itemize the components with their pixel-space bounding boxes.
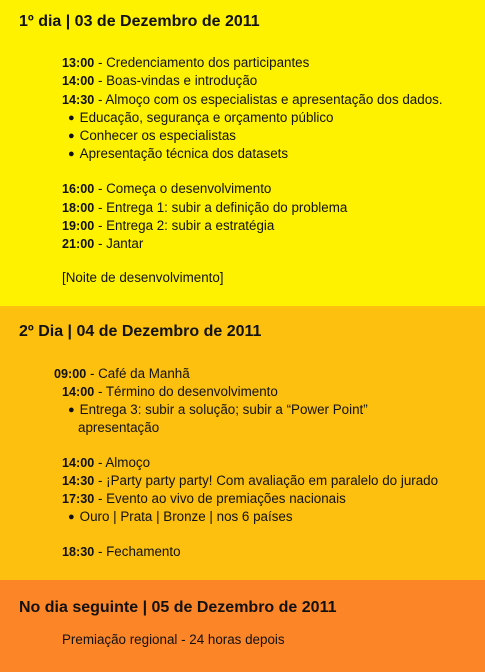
- agenda-text: - ¡Party party party! Com avaliação em paralelo do jurado: [94, 473, 439, 488]
- agenda-text: - Começa o desenvolvimento: [94, 181, 272, 196]
- agenda-time: 19:00: [62, 219, 95, 233]
- agenda-item: [62, 181, 271, 197]
- day1-note: [Noite de desenvolvimento]: [62, 270, 224, 285]
- agenda-item: [62, 200, 347, 216]
- day3-title: No dia seguinte | 05 de Dezembro de 2011: [19, 599, 337, 616]
- day1-title: 1º dia | 03 de Dezembro de 2011: [19, 13, 260, 30]
- bullet-icon: ●: [68, 130, 75, 142]
- day2-title: 2º Dia | 04 de Dezembro de 2011: [19, 323, 262, 340]
- agenda-item: [62, 236, 143, 252]
- bullet-text: Conhecer os especialistas: [79, 128, 236, 143]
- bullet-icon: ●: [68, 148, 75, 160]
- agenda-text: - Almoço com os especialistas e apresentação dos dados.: [94, 92, 443, 107]
- agenda-time: 09:00: [54, 367, 87, 381]
- agenda-text: - Jantar: [94, 236, 144, 251]
- agenda-bullet: [68, 402, 368, 419]
- bullet-text: Ouro | Prata | Bronze | nos 6 países: [79, 509, 293, 524]
- agenda-text: - Almoço: [94, 455, 151, 470]
- bullet-text: Apresentação técnica dos datasets: [79, 146, 289, 161]
- agenda-text: - Entrega 2: subir a estratégia: [94, 218, 275, 233]
- bullet-continuation: apresentação: [78, 420, 160, 435]
- agenda-text: - Boas-vindas e introdução: [94, 73, 258, 88]
- agenda-item: [62, 384, 278, 400]
- bullet-text: Entrega 3: subir a solução; subir a “Power Point”: [79, 402, 368, 417]
- agenda-item: [62, 55, 309, 71]
- day2-section: [0, 306, 485, 580]
- agenda-time: 21:00: [62, 237, 95, 251]
- agenda-item: [62, 491, 346, 507]
- agenda-bullet: [68, 509, 293, 526]
- bullet-icon: ●: [68, 404, 75, 416]
- agenda-time: 18:30: [62, 545, 95, 559]
- agenda-item: [62, 218, 274, 234]
- agenda-item: [62, 73, 257, 89]
- agenda-item: [62, 455, 150, 471]
- day1-section: [0, 0, 485, 306]
- agenda-item: [62, 92, 443, 108]
- agenda-bullet: [68, 128, 236, 145]
- agenda-time: 17:30: [62, 492, 95, 506]
- agenda-text: - Término do desenvolvimento: [94, 384, 278, 399]
- agenda-time: 16:00: [62, 182, 95, 196]
- agenda-text: - Fechamento: [94, 544, 181, 559]
- bullet-icon: ●: [68, 112, 75, 124]
- day3-section: [0, 580, 485, 672]
- agenda-item: [62, 473, 438, 489]
- agenda-time: 14:00: [62, 74, 95, 88]
- bullet-icon: ●: [68, 511, 75, 523]
- agenda-time: 13:00: [62, 56, 95, 70]
- agenda-time: 18:00: [62, 201, 95, 215]
- agenda-item: [54, 366, 190, 382]
- agenda-item: [62, 544, 181, 560]
- agenda-time: 14:30: [62, 474, 95, 488]
- agenda-text: - Credenciamento dos participantes: [94, 55, 310, 70]
- agenda-text: - Evento ao vivo de premiações nacionais: [94, 491, 346, 506]
- agenda-time: 14:00: [62, 456, 95, 470]
- agenda-text: - Café da Manhã: [86, 366, 190, 381]
- agenda-bullet: [68, 146, 288, 163]
- agenda-time: 14:00: [62, 385, 95, 399]
- bullet-text: Educação, segurança e orçamento público: [79, 110, 334, 125]
- day3-note: Premiação regional - 24 horas depois: [62, 632, 285, 647]
- agenda-bullet: [68, 110, 334, 127]
- agenda-text: - Entrega 1: subir a definição do problema: [94, 200, 348, 215]
- agenda-time: 14:30: [62, 93, 95, 107]
